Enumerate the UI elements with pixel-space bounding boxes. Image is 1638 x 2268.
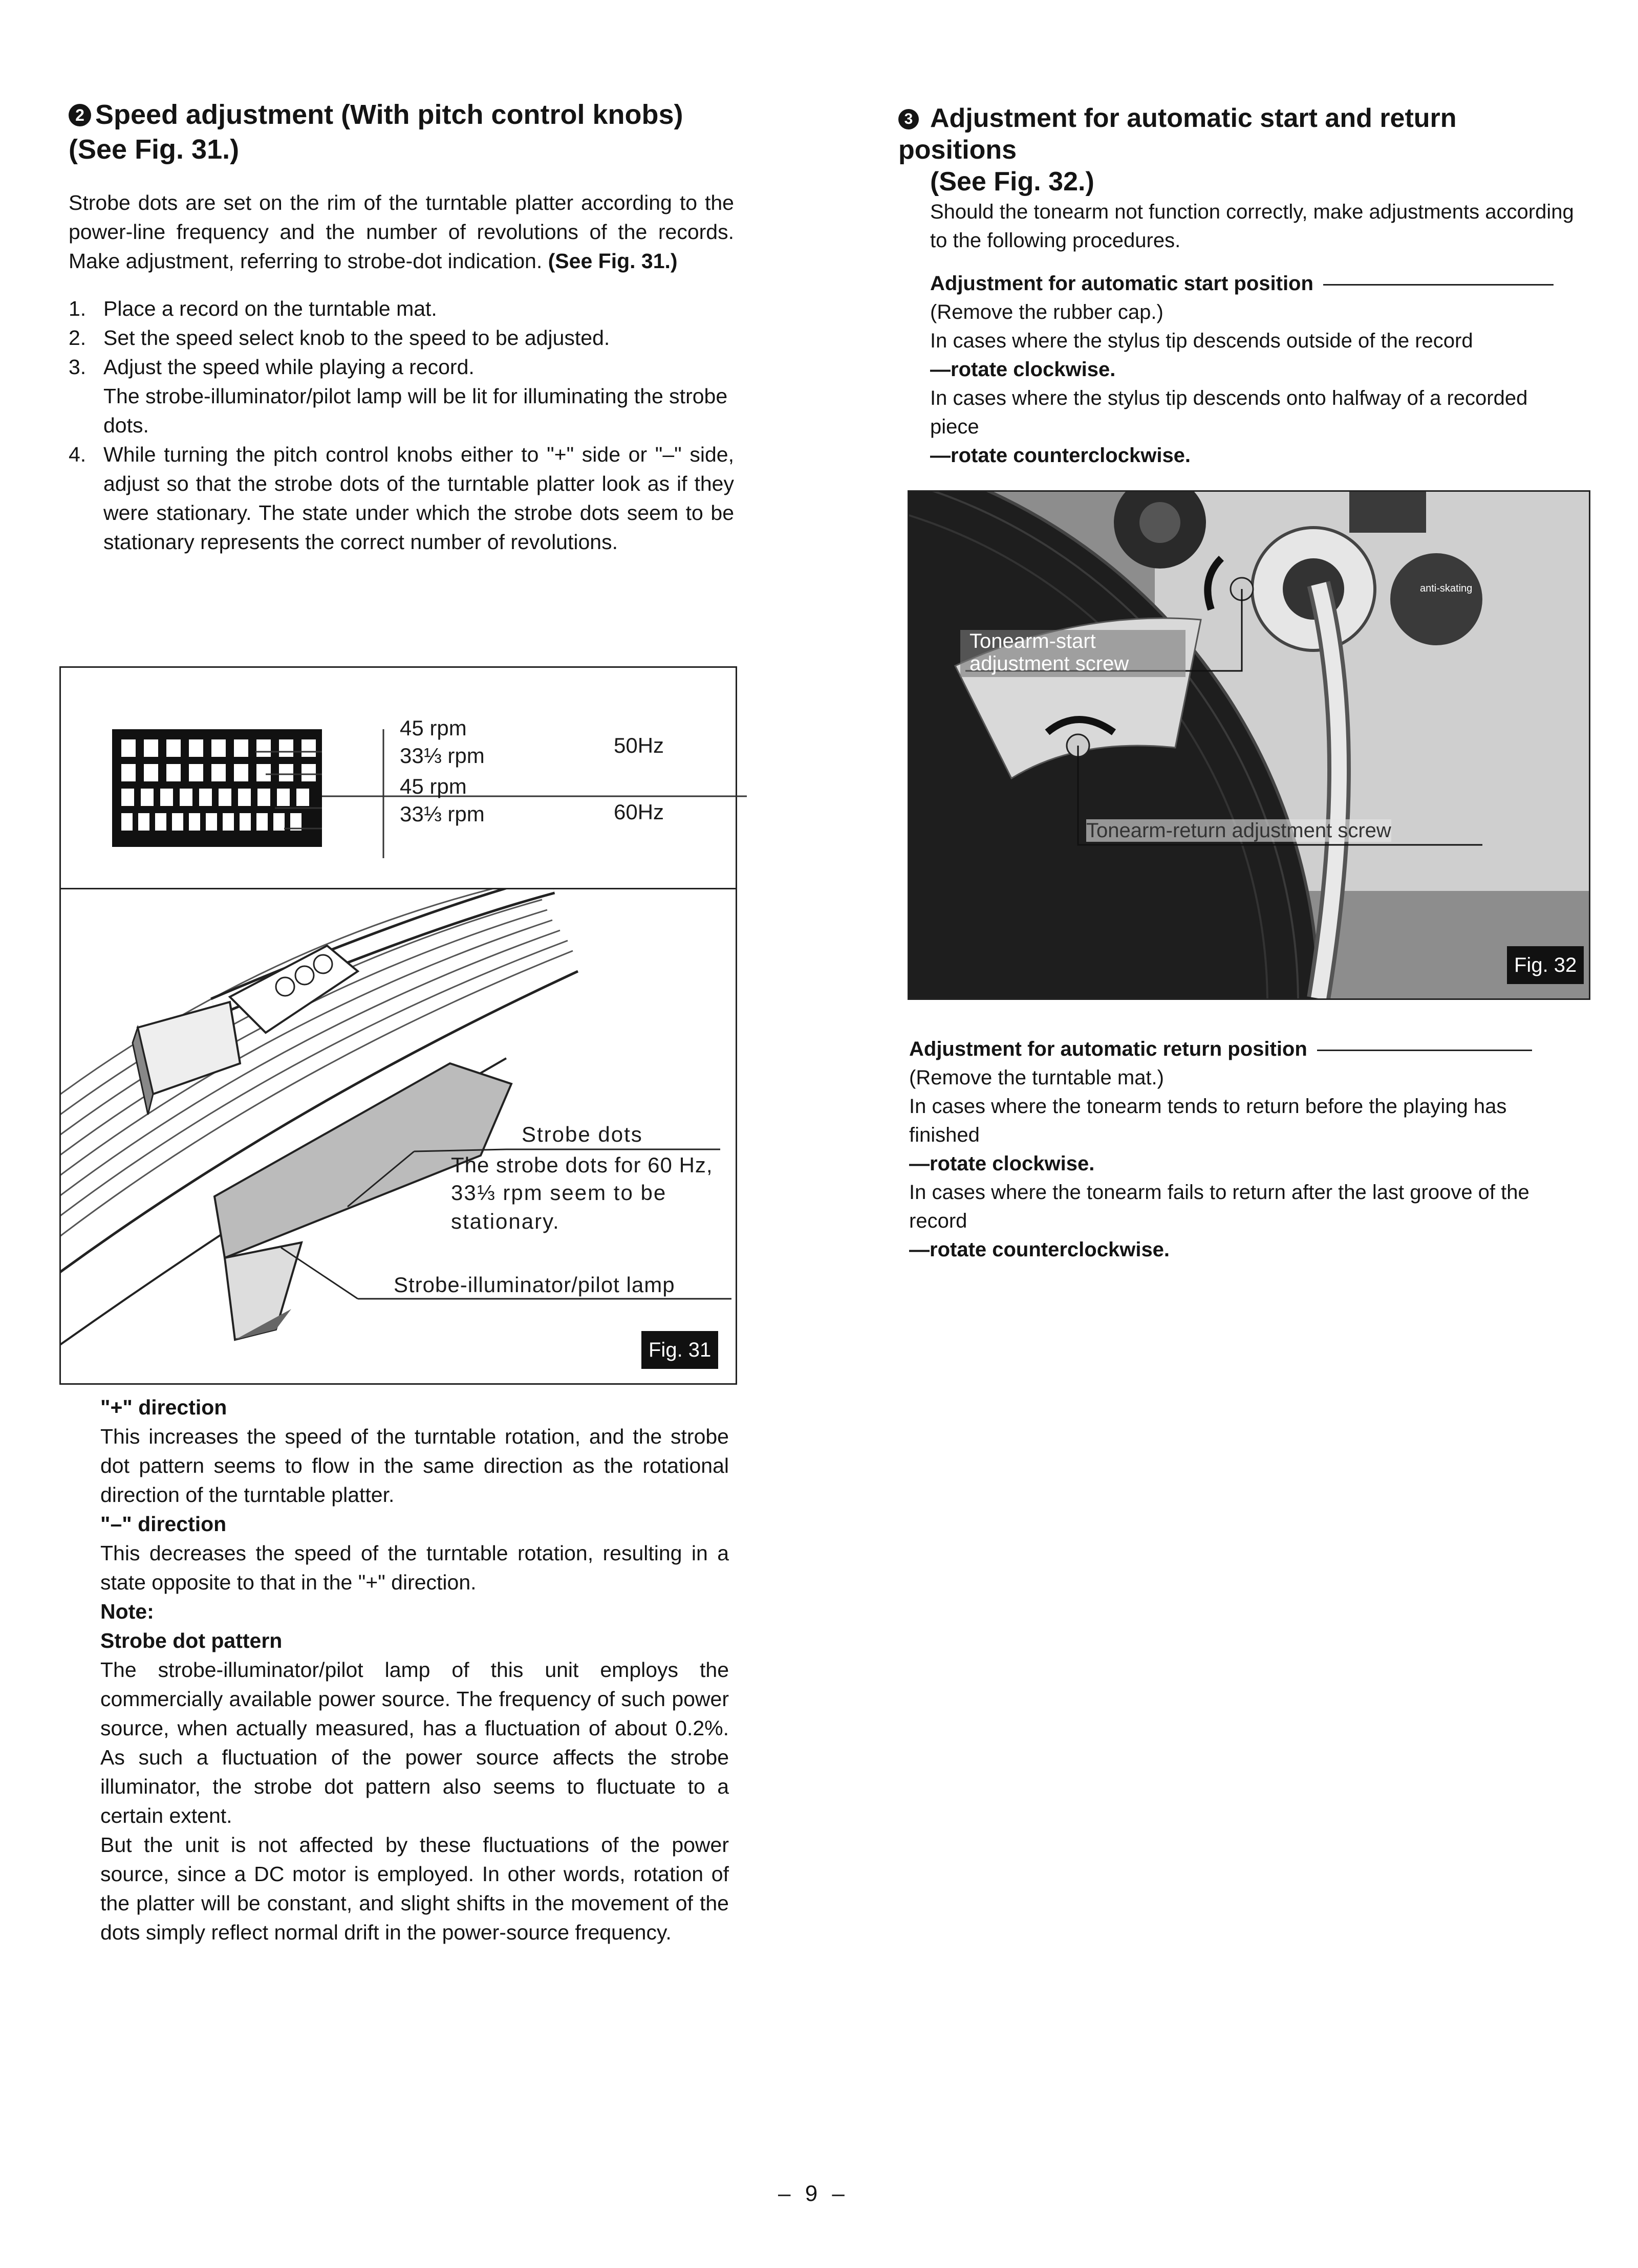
strobe-dot bbox=[172, 813, 183, 831]
strobe-dot bbox=[240, 813, 251, 831]
note-subheading: Strobe dot pattern bbox=[100, 1629, 283, 1652]
page-number: – 9 – bbox=[778, 2181, 849, 2206]
section-heading-auto: 3 Adjustment for automatic start and return positions (See Fig. 32.) bbox=[898, 103, 1457, 197]
section-number-badge: 3 bbox=[898, 109, 919, 129]
strobe-dot bbox=[234, 764, 248, 781]
strobe-dot bbox=[166, 739, 181, 757]
strobe-dot bbox=[180, 789, 192, 806]
list-item: 4. While turning the pitch control knobs either to "+" side or "–" side, adjust so that the strobe dots of the turntable platter look as if they were stationary. The state under which the strobe dots seem to be stationary represents the correct number of revolutions. bbox=[69, 443, 734, 554]
return-adjustment-block: Adjustment for automatic return position (Remove the turntable mat.) In cases where the tonearm tends to return before the playing has finished —rotate clockwise. In cases where the tonearm fails to return after the last groove of the record —rotate counterclockwise. bbox=[909, 1035, 1580, 1264]
strobe-dot bbox=[138, 813, 149, 831]
strobe-dots-label: Strobe dots bbox=[522, 1122, 643, 1146]
strobe-dot bbox=[166, 764, 181, 781]
strobe-dot bbox=[189, 813, 200, 831]
strobe-dot bbox=[121, 739, 136, 757]
rpm-label: 33⅓ rpm bbox=[400, 744, 485, 768]
strobe-dot bbox=[211, 764, 226, 781]
strobe-dot bbox=[189, 739, 203, 757]
strobe-dot bbox=[257, 789, 270, 806]
strobe-dot bbox=[296, 789, 309, 806]
figure-label: Fig. 32 bbox=[1507, 946, 1584, 984]
intro-paragraph: Strobe dots are set on the rim of the turntable platter according to the power-line frequency and the number of revolutions of the records. Make adjustment, referring to strobe-dot indication. (See Fig. 31.) bbox=[69, 191, 734, 273]
strobe-dot bbox=[256, 813, 268, 831]
note-paragraph: The strobe-illuminator/pilot lamp of this unit employs the commercially available power source. The frequency of such power source, when actually measured, has a fluctuation of about 0.2%. As such a fluctuation of the power source affects the strobe illuminator, the strobe dot pattern also seems to fluctuate to a certain extent. bbox=[100, 1658, 729, 1827]
note-paragraph: But the unit is not affected by these fluctuations of the power source, since a DC motor is employed. In other words, rotation of the platter will be constant, and slight shifts in the movement of the dots simply reflect normal drift in the power-source frequency. bbox=[100, 1833, 729, 1944]
start-adjustment-heading: Adjustment for automatic start position bbox=[930, 269, 1579, 298]
strobe-dot bbox=[144, 739, 158, 757]
start-adjustment-block: Adjustment for automatic start position (Remove the rubber cap.) In cases where the stylus tip descends outside of the record —rotate clockwise. In cases where the stylus tip descends onto halfway of a recorded piece —rotate counterclockwise. bbox=[898, 269, 1579, 470]
strobe-dot bbox=[121, 764, 136, 781]
return-adjustment-heading: Adjustment for automatic return position bbox=[909, 1035, 1580, 1063]
figure-31 bbox=[59, 666, 737, 1385]
strobe-dot bbox=[121, 813, 133, 831]
strobe-dot bbox=[279, 739, 293, 757]
lamp-label: Strobe-illuminator/pilot lamp bbox=[394, 1273, 675, 1297]
strobe-dot bbox=[141, 789, 154, 806]
strobe-dot bbox=[256, 739, 271, 757]
tonearm-photo bbox=[909, 492, 1589, 998]
intro-paragraph: Should the tonearm not function correctly, make adjustments according to the following procedures. bbox=[930, 201, 1574, 252]
strobe-dot bbox=[234, 739, 248, 757]
direction-notes bbox=[100, 1393, 729, 1947]
list-item: 2. Set the speed select knob to the speed to be adjusted. bbox=[69, 326, 610, 350]
steps-list bbox=[69, 294, 734, 557]
strobe-dot bbox=[219, 789, 231, 806]
start-screw-label: adjustment screw bbox=[969, 652, 1129, 675]
minus-direction-heading: "–" direction bbox=[100, 1512, 227, 1536]
plus-direction-heading: "+" direction bbox=[100, 1395, 227, 1419]
rpm-label: 45 rpm bbox=[400, 774, 467, 798]
strobe-dot bbox=[199, 789, 212, 806]
return-screw-label: Tonearm-return adjustment screw bbox=[1086, 819, 1391, 842]
strobe-dot bbox=[273, 813, 285, 831]
strobe-dot bbox=[279, 764, 293, 781]
rpm-label: 33⅓ rpm bbox=[400, 802, 485, 826]
section-number-badge: 2 bbox=[69, 104, 91, 126]
hz-label: 60Hz bbox=[614, 800, 664, 824]
list-item: The strobe-illuminator/pilot lamp will be lit for illuminating the strobe dots. bbox=[103, 384, 728, 437]
strobe-dot bbox=[238, 789, 251, 806]
list-item: 3. Adjust the speed while playing a record. bbox=[69, 355, 475, 379]
strobe-dot bbox=[256, 764, 271, 781]
note-heading: Note: bbox=[100, 1600, 154, 1623]
plus-direction-text: This increases the speed of the turntable rotation, and the strobe dot pattern seems to flow in the same direction as the rotational direction of the turntable platter. bbox=[100, 1425, 729, 1507]
strobe-note-line: stationary. bbox=[451, 1209, 560, 1233]
strobe-dot bbox=[223, 813, 234, 831]
figure-label: Fig. 31 bbox=[641, 1331, 718, 1369]
strobe-dot bbox=[211, 739, 226, 757]
strobe-dot bbox=[277, 789, 290, 806]
strobe-dot bbox=[144, 764, 158, 781]
right-column bbox=[898, 102, 1579, 470]
left-column bbox=[69, 97, 734, 557]
rpm-label: 45 rpm bbox=[400, 716, 467, 740]
minus-direction-text: This decreases the speed of the turntable rotation, resulting in a state opposite to that in the "+" direction. bbox=[100, 1541, 729, 1594]
strobe-dot bbox=[301, 764, 316, 781]
strobe-dot bbox=[189, 764, 203, 781]
strobe-dot bbox=[206, 813, 217, 831]
list-item: 1. Place a record on the turntable mat. bbox=[69, 297, 437, 320]
section-heading-speed: 2 Speed adjustment (With pitch control knobs) (See Fig. 31.) bbox=[69, 99, 683, 165]
figure-32-photo bbox=[908, 490, 1590, 1000]
strobe-note-line: The strobe dots for 60 Hz, bbox=[451, 1153, 713, 1177]
hz-label: 50Hz bbox=[614, 733, 664, 757]
strobe-dot bbox=[121, 789, 134, 806]
antiskating-label: anti-skating bbox=[1420, 583, 1473, 594]
strobe-dot bbox=[155, 813, 166, 831]
start-screw-label: Tonearm-start bbox=[969, 630, 1096, 652]
strobe-note-line: 33⅓ rpm seem to be bbox=[451, 1181, 667, 1205]
strobe-dot bbox=[160, 789, 173, 806]
strobe-dot bbox=[301, 739, 316, 757]
